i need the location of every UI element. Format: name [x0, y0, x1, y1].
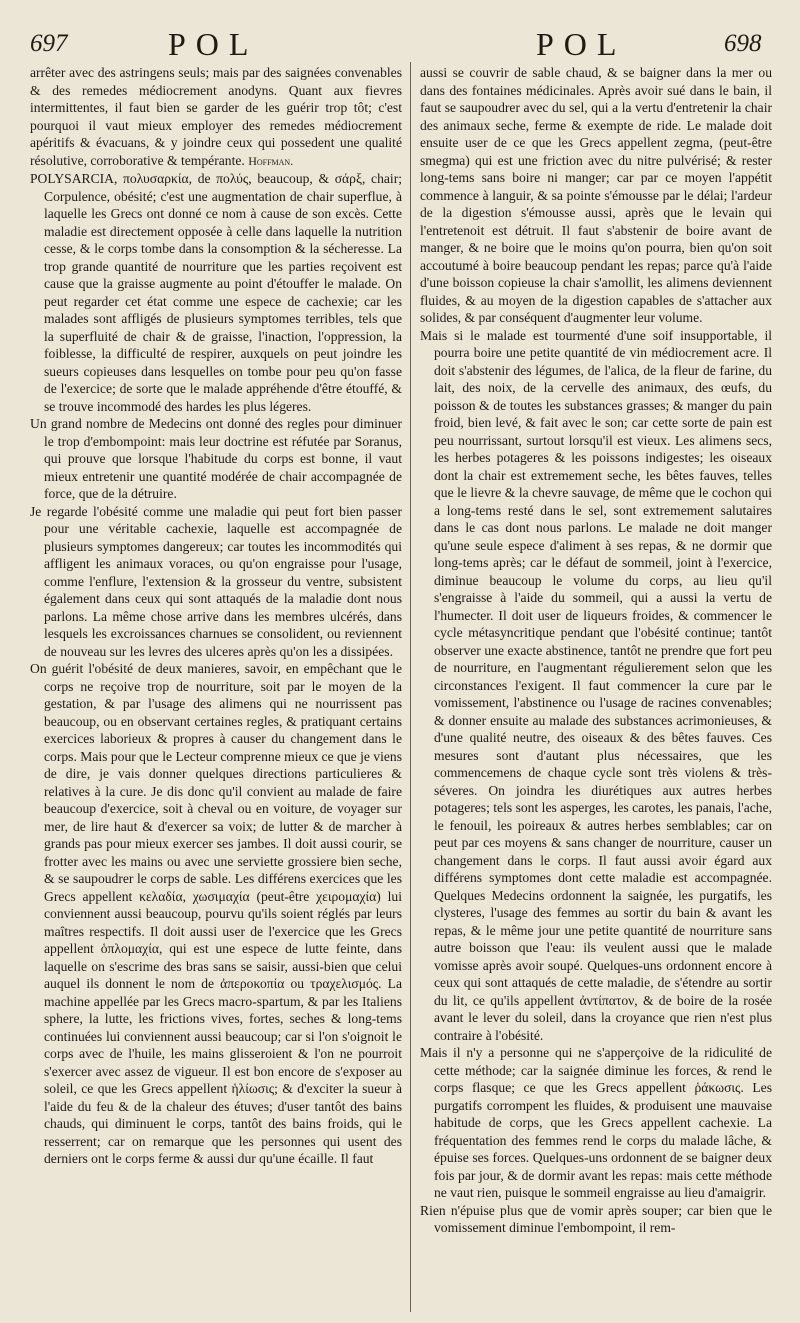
right-column: [420, 64, 772, 1314]
left-column: [30, 64, 402, 1314]
paragraph: [420, 1044, 772, 1202]
author-signature: Hoffman.: [248, 153, 294, 168]
paragraph-text: POLYSARCIA, πολυσαρκία, de πολύς, beaucoup, & σάρξ, chair; Corpulence, obésité; c'est une augmentation de chair superflue, à laquelle les Grecs ont donné ce nom à cause de son excès. Cette maladie est directement opposée à celle dans laquelle la nutrition cesse, & le corps tombe dans la consomption & la sécheresse. La trop grande quantité de nourriture que les parties reçoivent est cause que la graisse augmente au point d'étouffer le malade. On peut regarder cet état comme une espece de cachexie; car les malades sont affligés de plusieurs symptomes terribles, tels que la superfluité de chair & de graisse, l'inaction, l'oppression, la foiblesse, la difficulté de respirer, auxquels on peut joindre les sueurs copieuses dans lesquelles on tombe pour peu qu'on fasse de l'exercice; de sorte que le malade appréhende d'être étouffé, & se trouve incommodé des hardes les plus légeres.: [30, 171, 402, 414]
paragraph-text: Un grand nombre de Medecins ont donné des regles pour diminuer le trop d'embompoint: mais leur doctrine est réfutée par Soranus, qui prouve que lorsque l'habitude du corps est bonne, il vaut mieux entretenir une quantité modérée de chair accompagnée de force, que de la détruire.: [30, 416, 402, 501]
paragraph-text: Mais il n'y a personne qui ne s'apperçoive de la ridiculité de cette méthode; car la saignée diminue les forces, & rend le corps flasque; ce que les Grecs appellent ῥάκωσις. Les purgatifs corrompent les fluides, & produisent une mauvaise habitude de corps, que les Grecs appellent cachexie. La fréquentation des femmes rend le corps du malade lâche, & épuise ses forces. Quelques-uns ordonnent de se baigner deux fois par jour, & de dormir avant les repas: mais cette méthode ne vaut rien, puisque le sommeil engraisse au lieu d'amaigrir.: [420, 1045, 772, 1200]
paragraph: [420, 327, 772, 1045]
column-divider: [410, 62, 411, 1312]
left-running-head: POL: [168, 26, 259, 62]
paragraph: [30, 64, 402, 170]
right-page-number: 698: [724, 30, 762, 57]
paragraph: [30, 415, 402, 503]
paragraph-text: Mais si le malade est tourmenté d'une soif insupportable, il pourra boire une petite quantité de vin médiocrement acre. Il doit s'abstenir des légumes, de l'alica, de la fleur de farine, du lait, des noix, de la cervelle des animaux, des œufs, du poisson & de toutes les substances grasses; & manger du pain froid, bien levé, & fait avec le son; car cette sorte de pain est peu nourrissant, surtout lorsqu'il est vieux. Les alimens secs, les herbes potageres & les poissons indigestes; les oiseaux dont la chair est extremement seche, les bêtes fauves, telles que le lievre & la chevre sauvage, de même que le cochon qui a long-tems resté dans le sel, sont extremement salutaires dans le cas dont nous parlons. Le malade ne doit manger qu'une seule espece d'aliment à ses repas, & ne dormir que long-tems après; car le défaut de sommeil, joint à l'exercice, diminue beaucoup le volume du corps, au lieu qu'il s'engraisse à l'aide du sommeil, qui a aussi la vertu de l'humecter. Il doit user de liqueurs froides, & commencer le cycle métasyncritique pendant que l'obésité continue; tantôt observer une exacte abstinence, tantôt ne prendre que fort peu de nourriture, en l'augmentant régulierement selon que les circonstances l'exigent. Il faut commencer la cure par le vomissement, l'abstinence ou l'usage de racines convenables; & donner ensuite au malade des substances acrimonieuses, & d'une qualité neutre, des oiseaux & des bêtes fauves. Ces mesures sont d'autant plus nécessaires, que les commencemens de chaque cycle sont très violens & très-séveres. On joindra les diurétiques aux autres herbes potageres; tels sont les asperges, les carotes, les panais, l'ache, le fenouil, les poireaux & autres herbes semblables; car on peut par ces moyens & sans changer de nourriture, causer un changement dans le corps. Il faut aussi avoir égard aux différens symptomes dont cette maladie est accompagnée. Quelques Medecins ordonnent la saignée, les purgatifs, les clysteres, l'usage des femmes au sortir du bain & avant les repas, & le même jour une petite quantité de nourriture sans autre boisson que l'eau: ils veulent aussi que le malade vomisse après avoir soupé. Quelques-uns ordonnent encore à ceux qui sont attaqués de cette maladie, de s'étendre au sortir du lit, ce qu'ils appellent ἀντίπατον, & de boire de la rosée avant le lever du soleil, dans la croyance que rien n'est plus contraire à l'obésité.: [420, 327, 772, 1043]
paragraph-text: arrêter avec des astringens seuls; mais par des saignées convenables & des remedes médiocrement anodyns. Quant aux fievres intermittentes, il faut bien se garder de les guérir trop tôt; c'est pourquoi il vaut mieux employer des remedes médiocrement apéritifs & évacuans, & y joindre ceux qui possedent une qualité résolutive, corroborative & tempérante.: [30, 65, 402, 168]
paragraph-text: aussi se couvrir de sable chaud, & se baigner dans la mer ou dans des fontaines médicinales. Après avoir sué dans le bain, il faut se saupoudrer avec du sel, qui a la vertu d'entretenir la chair des animaux seche, ferme & exempte de ride. Le malade doit ensuite user de ce que les Grecs appellent zegma, (peut-être smegma) qui est une friction avec du nitre pulvérisé; & rester long-tems sans boire ni manger; car par ce moyen l'appétit commence à languir, & sa pointe s'émousse par le délai; l'ardeur de la digestion s'émousse aussi, après que le levain qui l'entretenoit est détruit. Il faut s'abstenir de boire avant de manger, & ne boire que le moins qu'on pourra, bien qu'on soit accoutumé à boire beaucoup pendant les repas; parce qu'à l'aide d'une boisson copieuse la chair s'amollit, les alimens deviennent fluides, & au moyen de la digestion capables de s'attacher aux solides, & par conséquent d'augmenter leur volume.: [420, 65, 772, 325]
paragraph-text: On guérit l'obésité de deux manieres, savoir, en empêchant que le corps ne reçoive trop de nourriture, soit par le moyen de la gestation, & par l'usage des alimens qui ne nourrissent pas beaucoup, ou en observant certaines regles, & pratiquant certains exercices laborieux & propres à causer du changement dans le corps. Mais pour que le Lecteur comprenne mieux ce que je viens de dire, je vais donner quelques directions particulieres & relatives à la cure. Je dis donc qu'il convient au malade de faire beaucoup d'exercice, soit à cheval ou en voiture, de voyager sur mer, de lire haut & d'exercer sa voix; de lutter & de marcher à grands pas pour mieux exercer ses jambes. Il doit aussi courir, se frotter avec les mains ou avec une serviette grossiere bien seche, & se saupoudrer le corps de sable. Les différens exercices que les Grecs appellent κελαδία, χωσιμαχία (peut-être χειρομαχία) lui conviennent aussi beaucoup, pourvu qu'ils soient réglés par leurs maîtres respectifs. Il doit aussi user de l'exercice que les Grecs appellent ὁπλομαχία, qui est une espece de lutte feinte, dans laquelle on s'escrime des bras sans se saisir, aussi-bien que celui auquel ils donnent le nom de ἀπεροκοπία ou τραχελισμός. La machine appellée par les Grecs macro-spartum, & par les Italiens sphere, la lutte, les frictions vives, fortes, seches & long-tems continuées lui conviennent aussi beaucoup; car si l'on s'oignoit le corps avec de l'huile, les mains glisseroient & l'on ne pourroit s'exercer avec assez de vigueur. Il est bon encore de s'exposer au soleil, ce que les Grecs appellent ἡλίωσις; & d'exciter la sueur à l'aide du feu & de la chaleur des étuves; d'user tantôt des bains chauds, qui diminuent le corps, tantôt des bains froids, qui le resserrent; car on remarque que les personnes qui usent des derniers ont le corps ferme & aussi dur qu'une écaille. Il faut: [30, 661, 402, 1166]
left-page-number: 697: [30, 30, 68, 57]
page-header: [0, 22, 800, 66]
paragraph-text: Rien n'épuise plus que de vomir après souper; car bien que le vomissement diminue l'embompoint, il rem-: [420, 1202, 772, 1235]
paragraph: [420, 64, 772, 327]
paragraph-text: Je regarde l'obésité comme une maladie qui peut fort bien passer pour une véritable cachexie, laquelle est accompagnée de plusieurs symptomes dangereux; car toutes les incommodités qui affligent les animaux voraces, ou qu'on engraisse pour l'usage, comme l'enflure, l'extension & la grosseur du ventre, subsistent également dans ceux qui sont attaqués de la maladie dont nous parlons. La même chose arrive dans les membres ulcérés, dans lesquels les excroissances charnues se consolident, ou reviennent de nouveau sur les levres des ulceres après qu'on les a dissipées.: [30, 503, 402, 659]
paragraph: [30, 503, 402, 661]
paragraph: [30, 170, 402, 415]
paragraph: [30, 660, 402, 1168]
right-running-head: POL: [536, 26, 627, 62]
paragraph: [420, 1202, 772, 1237]
